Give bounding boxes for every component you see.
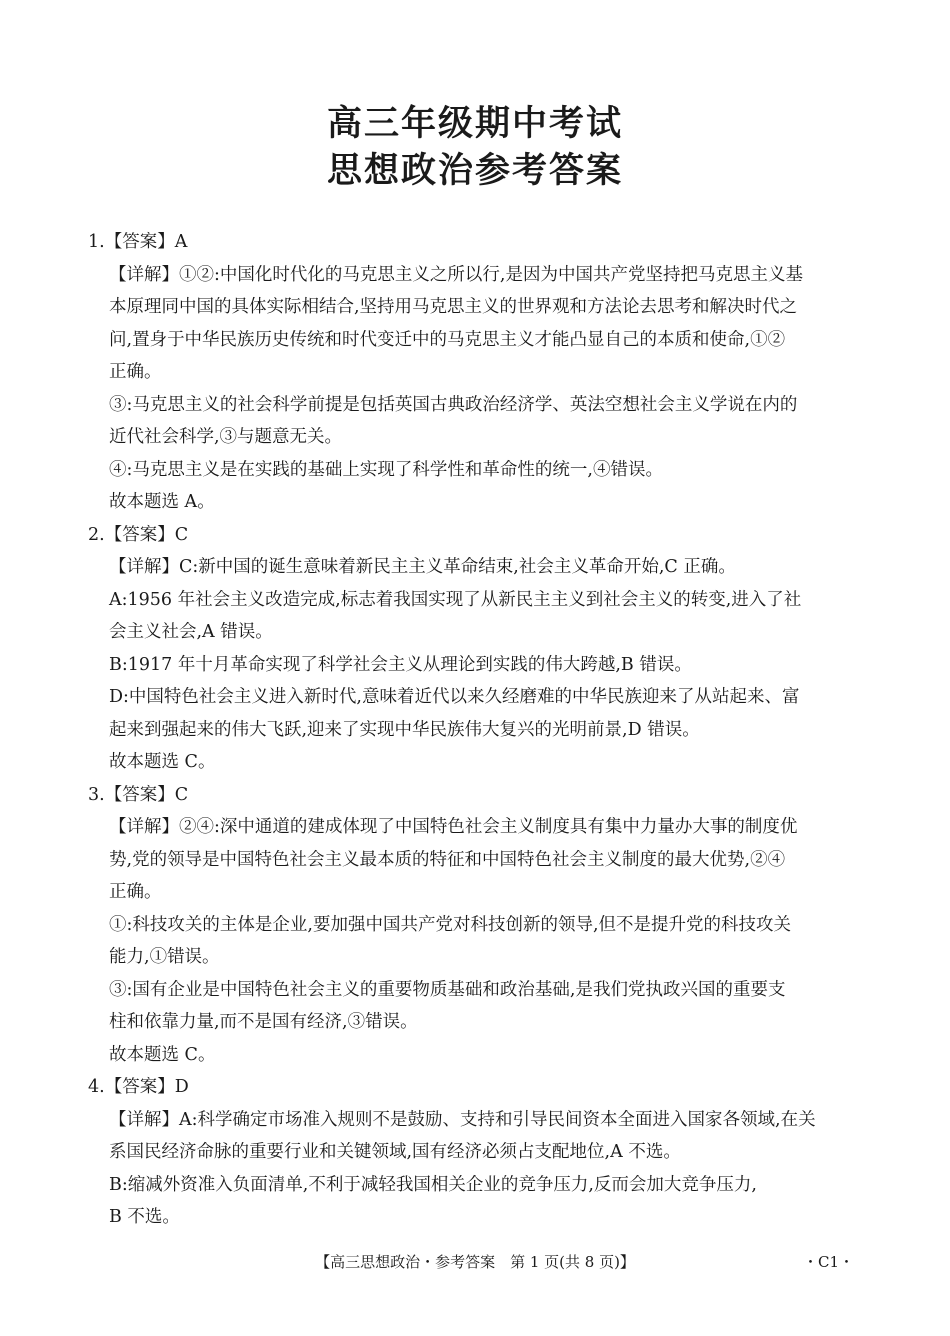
explanation-line: 系国民经济命脉的重要行业和关键领域,国有经济必须占支配地位,A 不选。: [109, 1142, 681, 1162]
explanation-line: ③:国有企业是中国特色社会主义的重要物质基础和政治基础,是我们党执政兴国的重要支: [109, 979, 786, 1000]
explanation-line: 故本题选 C。: [109, 1044, 216, 1065]
question-answer-line: 1.【答案】A: [88, 232, 188, 252]
explanation-line: 【详解】②④:深中通道的建成体现了中国特色社会主义制度具有集中力量办大事的制度优: [109, 817, 798, 837]
explanation-line: 故本题选 A。: [109, 492, 215, 512]
doc-title-line-2: 思想政治参考答案: [326, 151, 623, 191]
explanation-line: B 不选。: [109, 1207, 180, 1227]
explanation-line: ③:马克思主义的社会科学前提是包括英国古典政治经济学、英法空想社会主义学说在内的: [109, 394, 798, 415]
explanation-line: 近代社会科学,③与题意无关。: [109, 427, 343, 447]
doc-title-line-1: 高三年级期中考试: [326, 104, 623, 144]
explanation-line: 势,党的领导是中国特色社会主义最本质的特征和中国特色社会主义制度的最大优势,②④: [109, 849, 786, 870]
explanation-line: 正确。: [109, 362, 162, 382]
explanation-line: 能力,①错误。: [109, 947, 220, 967]
question-answer-line: 2.【答案】C: [88, 524, 189, 545]
explanation-line: 柱和依靠力量,而不是国有经济,③错误。: [109, 1012, 418, 1032]
footer-code: ・C1・: [803, 1253, 855, 1271]
explanation-line: 【详解】C:新中国的诞生意味着新民主主义革命结束,社会主义革命开始,C 正确。: [109, 557, 736, 577]
explanation-line: ①:科技攻关的主体是企业,要加强中国共产党对科技创新的领导,但不是提升党的科技攻关: [109, 914, 792, 935]
explanation-line: 问,置身于中华民族历史传统和时代变迁中的马克思主义才能凸显自己的本质和使命,①②: [109, 329, 786, 350]
explanation-line: 【详解】A:科学确定市场准入规则不是鼓励、支持和引导民间资本全面进入国家各领域,在关: [109, 1109, 816, 1130]
explanation-line: 【详解】①②:中国化时代化的马克思主义之所以行,是因为中国共产党坚持把马克思主义基: [109, 264, 803, 285]
explanation-line: 会主义社会,A 错误。: [109, 622, 273, 642]
explanation-line: B:1917 年十月革命实现了科学社会主义从理论到实践的伟大跨越,B 错误。: [109, 654, 692, 675]
explanation-line: 故本题选 C。: [109, 752, 216, 772]
explanation-line: 起来到强起来的伟大飞跃,迎来了实现中华民族伟大复兴的光明前景,D 错误。: [109, 719, 700, 740]
answer-content: [88, 226, 863, 1234]
question-answer-line: 3.【答案】C: [88, 784, 189, 805]
explanation-line: A:1956 年社会主义改造完成,标志着我国实现了从新民主主义到社会主义的转变,进入了社: [109, 589, 802, 610]
explanation-line: 本原理同中国的具体实际相结合,坚持用马克思主义的世界观和方法论去思考和解决时代之: [109, 297, 798, 317]
explanation-line: D:中国特色社会主义进入新时代,意味着近代以来久经磨难的中华民族迎来了从站起来、富: [109, 687, 800, 707]
footer-page-info: 【高三思想政治・参考答案 第 1 页(共 8 页)】: [315, 1253, 635, 1271]
page-footer: [0, 1250, 950, 1274]
question-answer-line: 4.【答案】D: [88, 1077, 189, 1097]
explanation-line: ④:马克思主义是在实践的基础上实现了科学性和革命性的统一,④错误。: [109, 459, 663, 480]
explanation-line: B:缩减外资准入负面清单,不利于减轻我国相关企业的竞争压力,反而会加大竞争压力,: [109, 1174, 757, 1195]
explanation-line: 正确。: [109, 882, 162, 902]
